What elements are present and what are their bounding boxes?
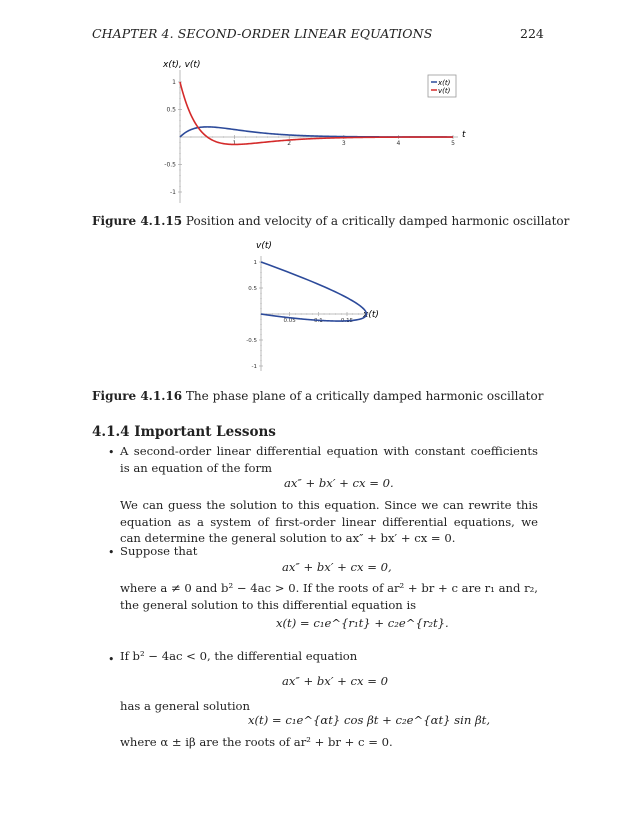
bullet-icon: •: [108, 653, 115, 666]
figure-phase-plane-chart: [245, 238, 385, 373]
lesson-3-equation: ax″ + bx′ + cx = 0: [282, 674, 389, 688]
x-tick-label: 0.15: [340, 318, 354, 324]
section-number: 4.1.4: [92, 424, 130, 440]
x-tick-label: 1: [232, 140, 237, 147]
lesson-3-intro: If b² − 4ac < 0, the differential equation: [120, 649, 358, 663]
series-line-x: [180, 127, 453, 137]
y-axis-label: v(t): [256, 241, 272, 251]
page-number: 224: [520, 26, 544, 41]
lesson-3-solution: x(t) = c₁e^{αt} cos βt + c₂e^{αt} sin βt,: [248, 713, 491, 727]
legend-label-x: x(t): [438, 79, 451, 87]
lesson-2-text: where a ≠ 0 and b² − 4ac > 0. If the roots of ar² + br + c are r₁ and r₂, the general solution to this differential equation is: [120, 581, 538, 612]
figure-caption-text: Position and velocity of a critically damped harmonic oscillator: [185, 214, 570, 228]
figure-label: Figure 4.1.15: [92, 214, 183, 228]
y-tick-label: -1: [170, 189, 176, 196]
y-tick-label: 1: [172, 79, 176, 86]
y-tick-label: -1: [251, 364, 257, 370]
y-tick-label: 0.5: [166, 106, 176, 114]
x-tick-label: 5: [451, 140, 455, 147]
y-tick-label: 0.5: [248, 286, 257, 292]
x-tick-label: 4: [396, 140, 401, 147]
x-tick-label: 0.05: [283, 318, 296, 324]
lesson-3-text: has a general solution: [120, 699, 250, 713]
x-tick-label: 3: [341, 140, 346, 147]
y-axis-label: x(t), v(t): [163, 60, 201, 70]
figure-caption-2: [92, 389, 543, 403]
x-tick-label: 0.1: [313, 318, 323, 324]
lesson-1-intro: A second-order linear differential equation with constant coefficients is an equation of the form: [120, 444, 538, 475]
figure-caption-1: [92, 214, 569, 228]
section-heading: [92, 424, 276, 440]
bullet-icon: •: [108, 446, 115, 459]
series-line-v: [180, 82, 453, 144]
x-axis-label: t: [462, 130, 466, 140]
figure-caption-text: The phase plane of a critically damped harmonic oscillator: [185, 389, 544, 403]
x-axis-label: x(t): [363, 310, 379, 320]
bullet-icon: •: [108, 546, 115, 559]
figure-label: Figure 4.1.16: [92, 389, 183, 403]
running-header: CHAPTER 4. SECOND-ORDER LINEAR EQUATIONS: [92, 26, 433, 41]
lesson-1-equation: ax″ + bx′ + cx = 0.: [284, 476, 394, 490]
lesson-3-closing: where α ± iβ are the roots of ar² + br + c = 0.: [120, 735, 393, 749]
lesson-2-solution: x(t) = c₁e^{r₁t} + c₂e^{r₂t}.: [276, 616, 449, 630]
figure-position-velocity-chart: [160, 55, 480, 205]
legend: [428, 75, 456, 97]
legend-label-v: v(t): [438, 87, 451, 95]
y-tick-label: -0.5: [164, 161, 176, 169]
y-tick-label: 1: [253, 260, 257, 266]
x-tick-label: 2: [287, 140, 292, 147]
phase-curve: [261, 262, 366, 321]
lesson-1-text: We can guess the solution to this equation. Since we can rewrite this equation as a system of first-order linear differential equations, we can determine the general solution to ax″ + bx′ + cx = 0.: [120, 498, 538, 545]
y-tick-label: -0.5: [246, 338, 257, 344]
lesson-2-equation: ax″ + bx′ + cx = 0,: [282, 560, 392, 574]
section-title: Important Lessons: [134, 424, 276, 440]
lesson-2-intro: Suppose that: [120, 544, 198, 558]
